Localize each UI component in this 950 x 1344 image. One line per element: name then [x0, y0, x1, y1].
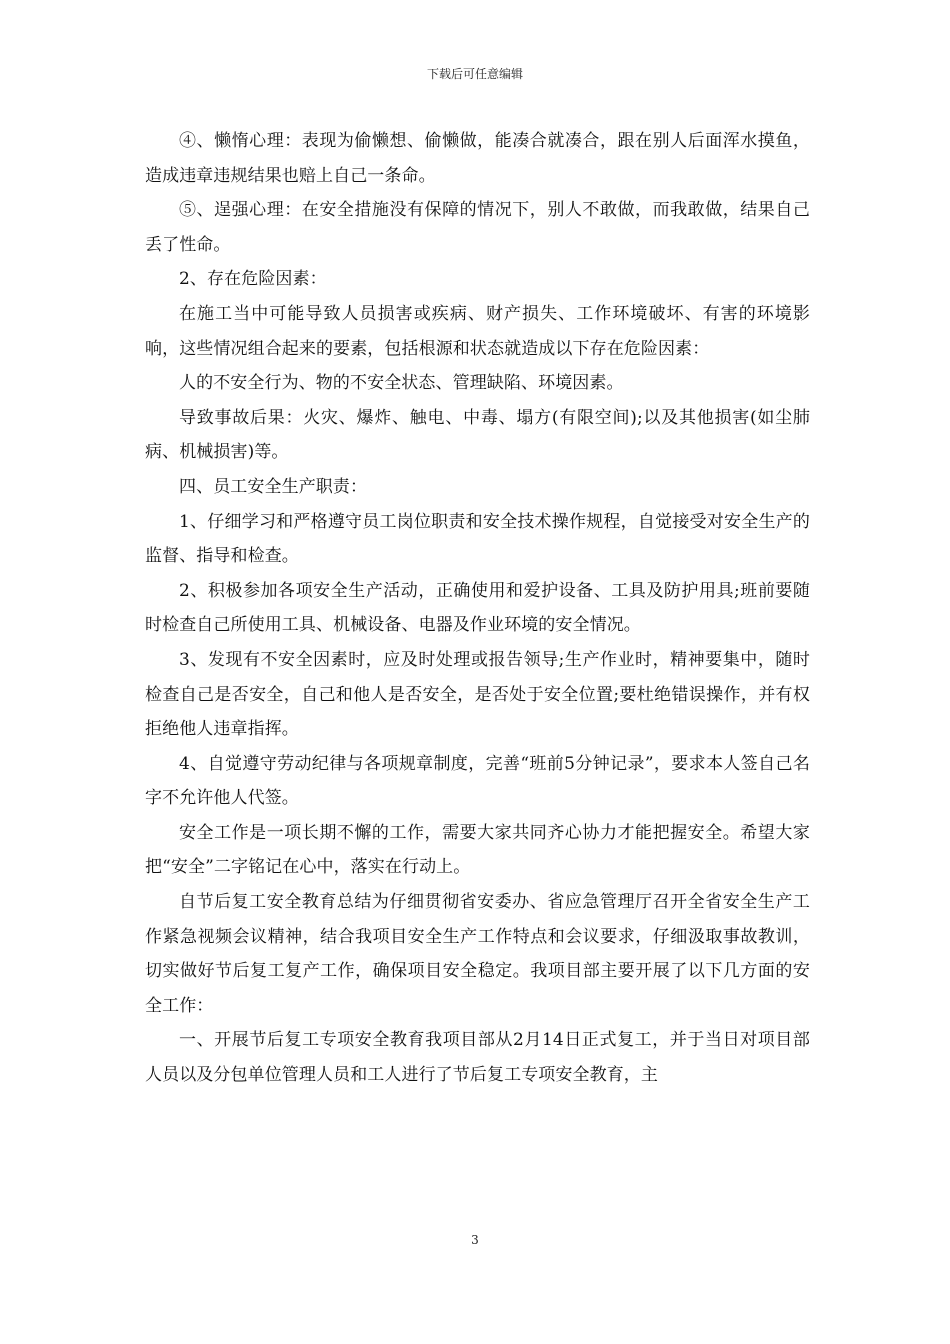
document-body — [145, 124, 810, 1093]
page-header: 下载后可任意编辑 — [426, 67, 523, 81]
section-heading: 四、员工安全生产职责： — [179, 476, 368, 497]
page-number: 3 — [471, 1233, 479, 1247]
paragraph: 一、开展节后复工专项安全教育我项目部从2月14日正式复工，并于当日对项目部人员以及分包单位管理人员和工人进行了节后复工专项安全教育，主 — [145, 1030, 810, 1086]
paragraph: 导致事故后果：火灾、爆炸、触电、中毒、塌方(有限空间);以及其他损害(如尘肺病、机械损害)等。 — [145, 407, 810, 463]
paragraph: 自节后复工安全教育总结为仔细贯彻省安委办、省应急管理厅召开全省安全生产工作紧急视频会议精神，结合我项目安全生产工作特点和会议要求，仔细汲取事故教训，切实做好节后复工复产工作，确保项目安全稳定。我项目部主要开展了以下几方面的安全工作： — [145, 892, 810, 1016]
paragraph: ⑤、逞强心理：在安全措施没有保障的情况下，别人不敢做，而我敢做，结果自己丢了性命。 — [145, 200, 810, 255]
paragraph: 4、自觉遵守劳动纪律与各项规章制度，完善“班前5分钟记录”，要求本人签自己名字不允许他人代签。 — [145, 753, 810, 809]
paragraph: 2、积极参加各项安全生产活动，正确使用和爱护设备、工具及防护用具;班前要随时检查自己所使用工具、机械设备、电器及作业环境的安全情况。 — [145, 580, 810, 636]
paragraph: ④、懒惰心理：表现为偷懒想、偷懒做，能凑合就凑合，跟在别人后面浑水摸鱼，造成违章违规结果也赔上自己一条命。 — [145, 131, 810, 186]
paragraph: 安全工作是一项长期不懈的工作，需要大家共同齐心协力才能把握安全。希望大家把“安全”二字铭记在心中，落实在行动上。 — [145, 822, 810, 878]
paragraph: 在施工当中可能导致人员损害或疾病、财产损失、工作环境破坏、有害的环境影响，这些情况组合起来的要素，包括根源和状态就造成以下存在危险因素： — [145, 303, 810, 359]
paragraph: 人的不安全行为、物的不安全状态、管理缺陷、环境因素。 — [179, 373, 624, 394]
paragraph: 1、仔细学习和严格遵守员工岗位职责和安全技术操作规程，自觉接受对安全生产的监督、指导和检查。 — [145, 511, 810, 567]
paragraph: 2、存在危险因素： — [179, 269, 327, 290]
paragraph: 3、发现有不安全因素时，应及时处理或报告领导;生产作业时，精神要集中，随时检查自己是否安全，自己和他人是否安全，是否处于安全位置;要杜绝错误操作，并有权拒绝他人违章指挥。 — [145, 649, 810, 740]
